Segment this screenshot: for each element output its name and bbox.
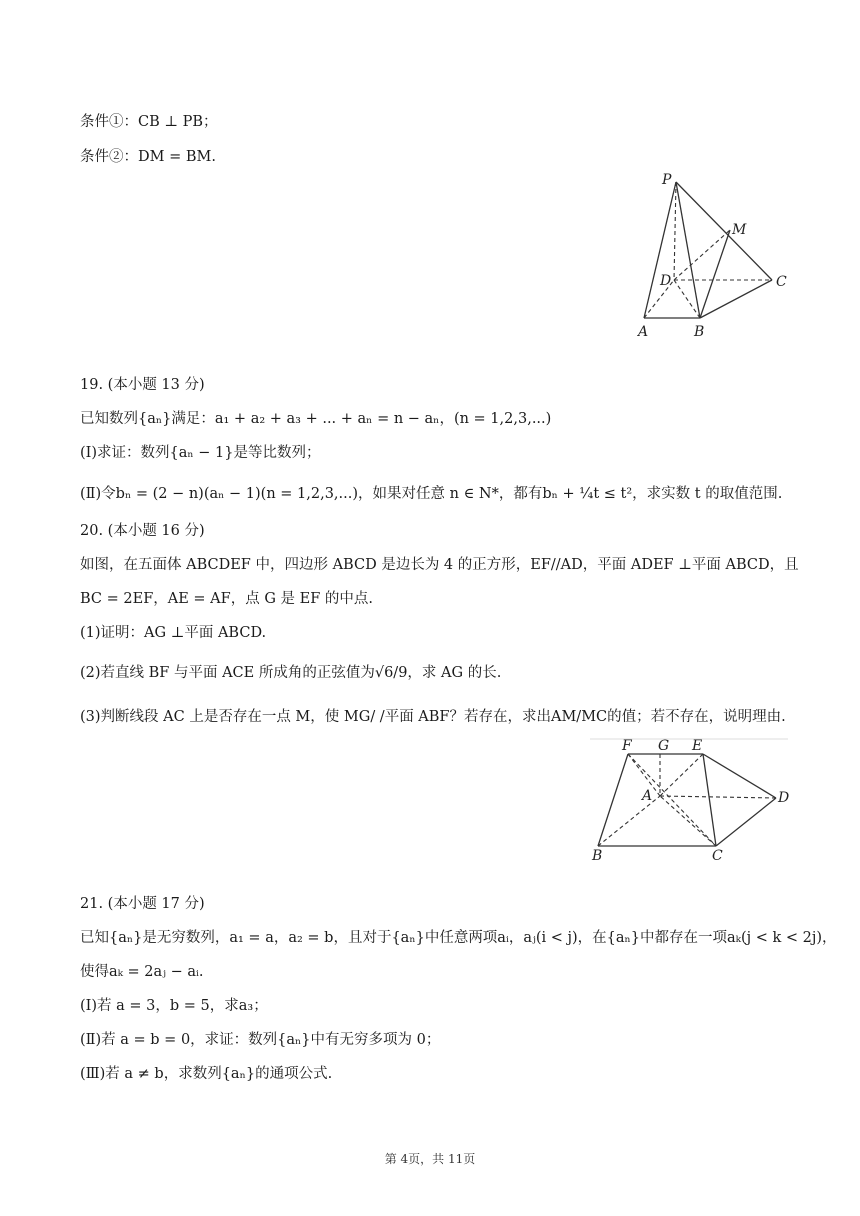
q19-header: 19. (本小题 13 分) (80, 377, 205, 393)
label-c2: C (712, 848, 723, 864)
q20-part2: (2)若直线 BF 与平面 ACE 所成角的正弦值为√6/9，求 AG 的长. (80, 665, 502, 681)
pyramid-figure (630, 170, 800, 345)
q19-part1: (Ⅰ)求证：数列{aₙ − 1}是等比数列； (80, 445, 321, 461)
label-b: B (694, 324, 705, 340)
label-f: F (622, 738, 632, 754)
q19-part2: (Ⅱ)令bₙ = (2 − n)(aₙ − 1)(n = 1,2,3,...)，如果对任意 n ∈ N*，都有bₙ + ¼t ≤ t²，求实数 t 的取值范围. (80, 486, 783, 502)
label-d: D (660, 273, 672, 289)
q20-part1: (1)证明：AG ⊥平面 ABCD. (80, 625, 267, 641)
label-g: G (658, 738, 670, 754)
pentahedron-figure (588, 738, 803, 868)
label-a: A (638, 324, 649, 340)
label-c: C (776, 274, 787, 290)
q20-stem2: BC = 2EF，AE = AF，点 G 是 EF 的中点. (80, 591, 373, 607)
q20-stem1: 如图，在五面体 ABCDEF 中，四边形 ABCD 是边长为 4 的正方形，EF//AD，平面 ADEF ⊥平面 ABCD，且 (80, 557, 799, 573)
page-footer: 第 4页，共 11页 (384, 1152, 476, 1166)
q20-part3: (3)判断线段 AC 上是否存在一点 M，使 MG/ /平面 ABF？若存在，求出AM/MC的值；若不存在，说明理由. (80, 709, 786, 725)
q21-stem2: 使得aₖ = 2aⱼ − aᵢ. (80, 964, 204, 980)
label-p: P (662, 172, 672, 188)
label-a2: A (642, 788, 653, 804)
label-m: M (732, 222, 747, 238)
q21-header: 21. (本小题 17 分) (80, 896, 205, 912)
q20-header: 20. (本小题 16 分) (80, 523, 205, 539)
q19-stem: 已知数列{aₙ}满足：a₁ + a₂ + a₃ + ... + aₙ = n − aₙ，(n = 1,2,3,...) (80, 411, 552, 427)
label-b2: B (592, 848, 603, 864)
q21-part1: (Ⅰ)若 a = 3，b = 5，求a₃； (80, 998, 268, 1014)
q21-part2: (Ⅱ)若 a = b = 0，求证：数列{aₙ}中有无穷多项为 0； (80, 1032, 441, 1048)
q21-stem1: 已知{aₙ}是无穷数列，a₁ = a，a₂ = b，且对于{aₙ}中任意两项aᵢ，aⱼ(i < j)，在{aₙ}中都存在一项aₖ(j < k < 2j)， (80, 930, 837, 946)
condition-2: 条件②：DM = BM. (80, 149, 216, 165)
label-d2: D (778, 790, 790, 806)
condition-1: 条件①：CB ⊥ PB； (80, 114, 218, 130)
q21-part3: (Ⅲ)若 a ≠ b，求数列{aₙ}的通项公式. (80, 1066, 333, 1082)
label-e: E (692, 738, 703, 754)
